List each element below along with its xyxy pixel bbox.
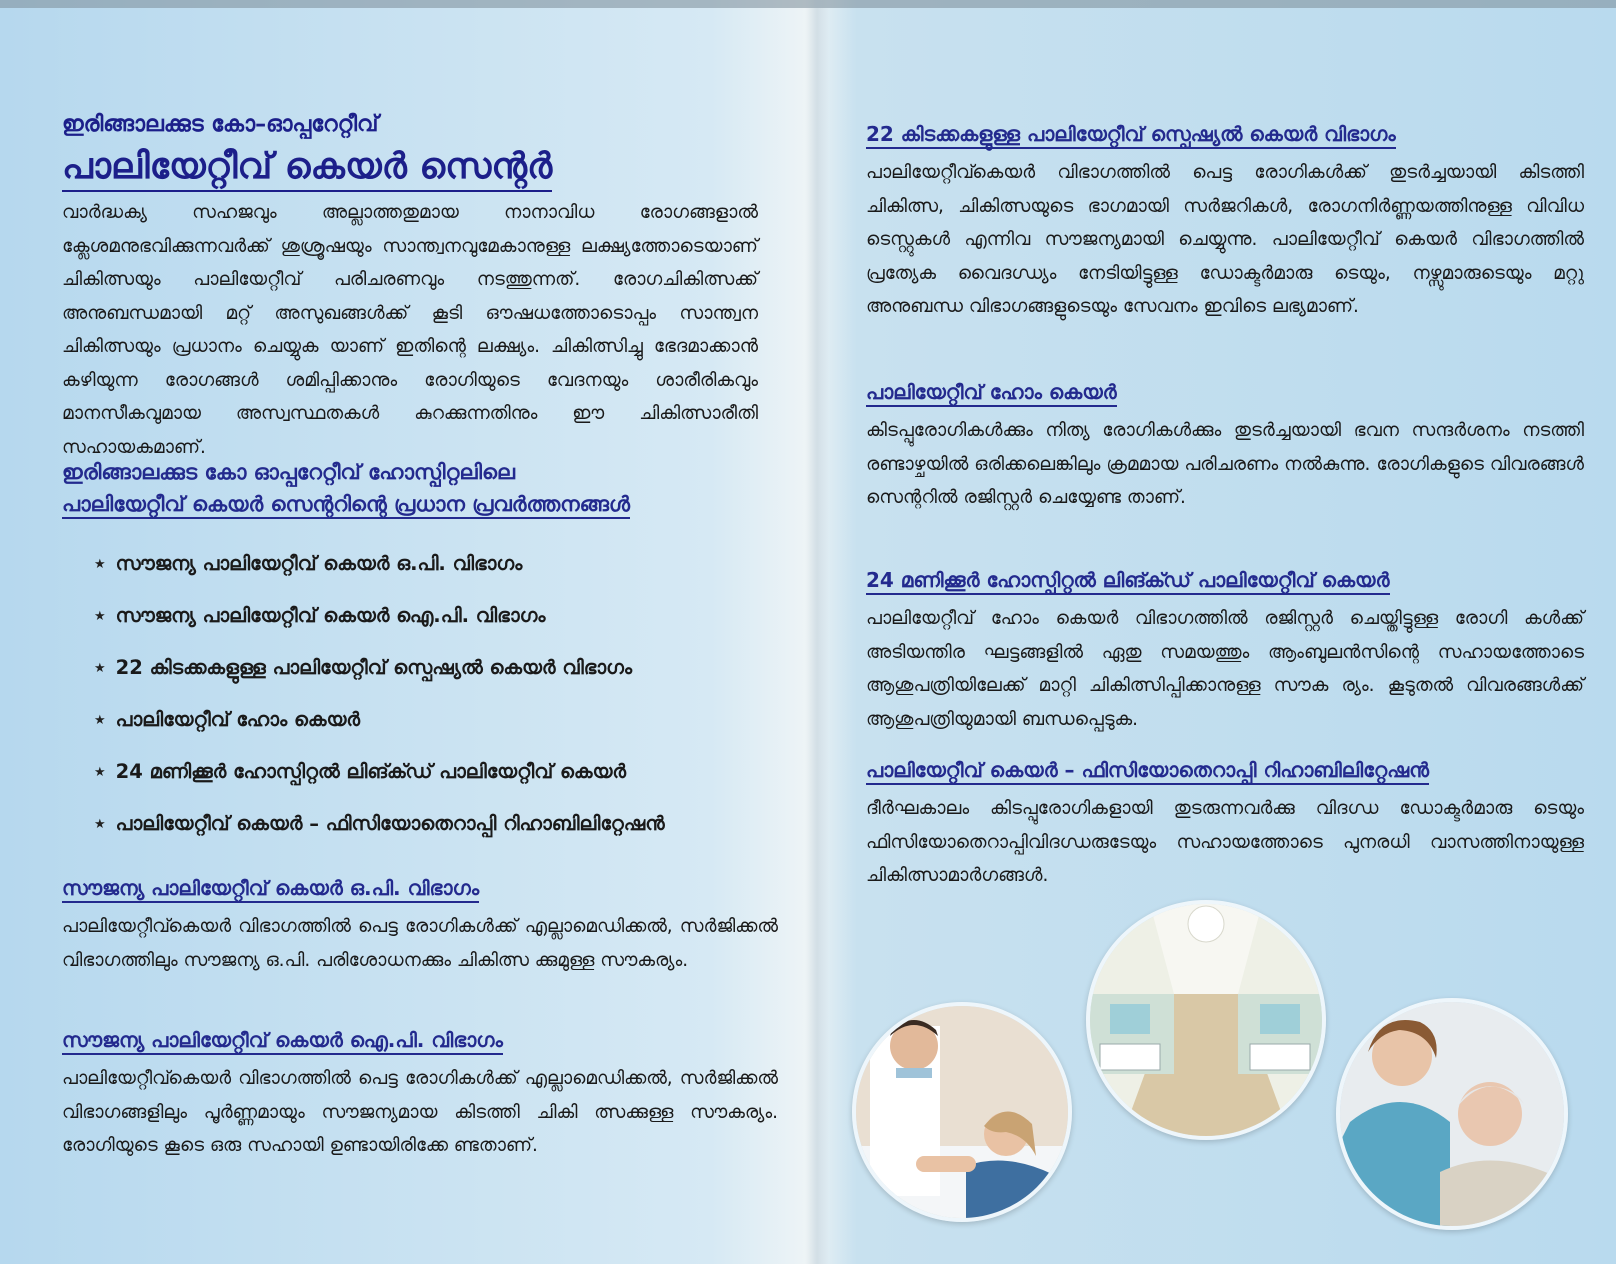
home-care-heading: പാലിയേറ്റീവ് ഹോം കെയർ xyxy=(866,376,1117,408)
list-item: ★ 24 മണിക്കൂർ ഹോസ്പിറ്റൽ ലിങ്ക്ഡ് പാലിയേറ്റീവ് കെയർ xyxy=(94,760,627,783)
star-icon: ★ xyxy=(94,765,106,780)
ip-paragraph: പാലിയേറ്റീവ്കെയർ വിഭാഗത്തിൽ പെട്ട രോഗികൾക്ക് എല്ലാമെഡിക്കൽ, സർജിക്കൽ വിഭാഗങ്ങളിലും പൂർണ്ണമായും സൗജന്യമായ കിടത്തി ചികി ത്സക്കുള്ള സൗകര്യം. രോഗിയുടെ കൂടെ ഒരു സഹായി ഉണ്ടായിരിക്കേ ണ്ടതാണ്. xyxy=(62,1068,778,1156)
nurse-elderly-photo xyxy=(1336,998,1568,1230)
left-panel xyxy=(62,0,778,1264)
list-item: ★ സൗജന്യ പാലിയേറ്റീവ് കെയർ ഒ.പി. വിഭാഗം xyxy=(94,552,523,575)
list-item: ★ പാലിയേറ്റീവ് ഹോം കെയർ xyxy=(94,708,361,731)
list-item: ★ പാലിയേറ്റീവ് കെയർ – ഫിസിയോതെറാപ്പി റിഹാബിലിറ്റേഷൻ xyxy=(94,812,665,835)
hospital-ward-image xyxy=(1090,904,1322,1136)
features-heading-line1: ഇരിങ്ങാലക്കുട കോ ഓപ്പറേറ്റീവ് ഹോസ്പിറ്റലിലെ xyxy=(62,460,515,484)
star-icon: ★ xyxy=(94,817,106,832)
special-care-paragraph: പാലിയേറ്റീവ്കെയർ വിഭാഗത്തിൽ പെട്ട രോഗികൾക്ക് തുടർച്ചയായി കിടത്തി ചികിത്സ, ചികിത്സയുടെ ഭാഗമായി സർജറികൾ, രോഗനിർണ്ണയത്തിനുള്ള വിവിധ ടെസ്റ്റുകൾ എന്നിവ സൗജന്യമായി ചെയ്യുന്നു. പാലിയേറ്റീവ് കെയർ വിഭാഗത്തിൽ പ്രത്യേക വൈദഗ്ധ്യം നേടിയിട്ടുള്ള ഡോക്ടർമാരു ടെയും, നഴ്സുമാരുടെയും മറ്റു അനുബന്ധ വിഭാഗങ്ങളുടെയും സേവനം ഇവിടെ ലഭ്യമാണ്. xyxy=(866,162,1584,317)
features-list xyxy=(94,552,665,864)
physio-paragraph: ദീർഘകാലം കിടപ്പുരോഗികളായി തുടരുന്നവർക്കു വിദഗ്ധ ഡോക്ടർമാരു ടെയും ഫിസിയോതെറാപ്പിവിദഗ്ധരുടേയും സഹായത്തോടെ പുനരധി വാസത്തിനായുള്ള ചികിത്സാമാർഗങ്ങൾ. xyxy=(866,798,1584,886)
op-heading: സൗജന്യ പാലിയേറ്റീവ് കെയർ ഒ.പി. വിഭാഗം xyxy=(62,872,479,904)
star-icon: ★ xyxy=(94,661,106,676)
org-name: ഇരിങ്ങാലക്കുട കോ–ഓപ്പറേറ്റീവ് xyxy=(62,112,379,137)
list-item: ★ 22 കിടക്കകളുള്ള പാലിയേറ്റീവ് സ്പെഷ്യൽ കെയർ വിഭാഗം xyxy=(94,656,633,679)
page-title: പാലിയേറ്റീവ് കെയർ സെന്റർ xyxy=(62,146,552,192)
hospital-linked-paragraph: പാലിയേറ്റീവ് ഹോം കെയർ വിഭാഗത്തിൽ രജിസ്റ്റർ ചെയ്തിട്ടുള്ള രോഗി കൾക്ക് അടിയന്തിര ഘട്ടങ്ങളിൽ ഏതു സമയത്തും ആംബുലൻസിന്റെ സഹായത്തോടെ ആശുപത്രിയിലേക്ക് മാറ്റി ചികിത്സിപ്പിക്കാനുള്ള സൗക ര്യം. കൂടുതൽ വിവരങ്ങൾക്ക് ആശുപത്രിയുമായി ബന്ധപ്പെടുക. xyxy=(866,608,1584,730)
ip-heading: സൗജന്യ പാലിയേറ്റീവ് കെയർ ഐ.പി. വിഭാഗം xyxy=(62,1024,503,1056)
star-icon: ★ xyxy=(94,713,106,728)
home-care-paragraph: കിടപ്പുരോഗികൾക്കും നിത്യ രോഗികൾക്കും തുടർച്ചയായി ഭവന സന്ദർശനം നടത്തി രണ്ടാഴ്ചയിൽ ഒരിക്കലെങ്കിലും ക്രമമായ പരിചരണം നൽകുന്നു. രോഗികളുടെ വിവരങ്ങൾ സെന്ററിൽ രജിസ്റ്റർ ചെയ്യേണ്ട താണ്. xyxy=(866,420,1584,508)
intro-paragraph: വാർദ്ധക്യ സഹജവും അല്ലാത്തതുമായ നാനാവിധ രോഗങ്ങളാൽ ക്ലേശമനുഭവിക്കുന്നവർക്ക് ശുശ്രൂഷയും സാന്ത്വനവുമേകാനുള്ള ലക്ഷ്യത്തോടെയാണ് ചികിത്സയും പാലിയേറ്റീവ് പരിചരണവും നടത്തുന്നത്. രോഗചികിത്സക്ക് അനുബന്ധമായി മറ്റ് അസുഖങ്ങൾക്ക് കൂടി ഔഷധത്തോടൊപ്പം സാന്ത്വന ചികിത്സയും പ്രധാനം ചെയ്യുക യാണ് ഇതിന്റെ ലക്ഷ്യം. ചികിത്സിച്ചു ഭേദമാക്കാൻ കഴിയുന്ന രോഗങ്ങൾ ശമിപ്പിക്കാനും രോഗിയുടെ വേദനയും ശാരീരികവും മാനസീകവുമായ അസ്വസ്ഥതകൾ കുറക്കുന്നതിനും ഈ ചികിത്സാരീതി സഹായകമാണ്. xyxy=(62,202,758,458)
physio-heading: പാലിയേറ്റീവ് കെയർ – ഫിസിയോതെറാപ്പി റിഹാബിലിറ്റേഷൻ xyxy=(866,754,1429,786)
doctor-patient-image xyxy=(856,1006,1068,1218)
op-paragraph: പാലിയേറ്റീവ്കെയർ വിഭാഗത്തിൽ പെട്ട രോഗികൾക്ക് എല്ലാമെഡിക്കൽ, സർജിക്കൽ വിഭാഗത്തിലും സൗജന്യ ഒ.പി. പരിശോധനക്കും ചികിത്സ ക്കുമുള്ള സൗകര്യം. xyxy=(62,916,778,971)
special-care-heading: 22 കിടക്കകളുള്ള പാലിയേറ്റീവ് സ്പെഷ്യൽ കെയർ വിഭാഗം xyxy=(866,118,1396,150)
features-heading xyxy=(62,456,778,520)
star-icon: ★ xyxy=(94,609,106,624)
features-heading-line2: പാലിയേറ്റീവ് കെയർ സെന്ററിന്റെ പ്രധാന പ്രവർത്തനങ്ങൾ xyxy=(62,492,630,519)
star-icon: ★ xyxy=(94,557,106,572)
doctor-patient-photo xyxy=(852,1002,1072,1222)
list-item: ★ സൗജന്യ പാലിയേറ്റീവ് കെയർ ഐ.പി. വിഭാഗം xyxy=(94,604,546,627)
hospital-ward-photo xyxy=(1086,900,1326,1140)
hospital-linked-heading: 24 മണിക്കൂർ ഹോസ്പിറ്റൽ ലിങ്ക്ഡ് പാലിയേറ്റീവ് കെയർ xyxy=(866,564,1390,596)
nurse-elderly-image xyxy=(1340,1002,1564,1226)
center-fold xyxy=(805,0,829,1264)
